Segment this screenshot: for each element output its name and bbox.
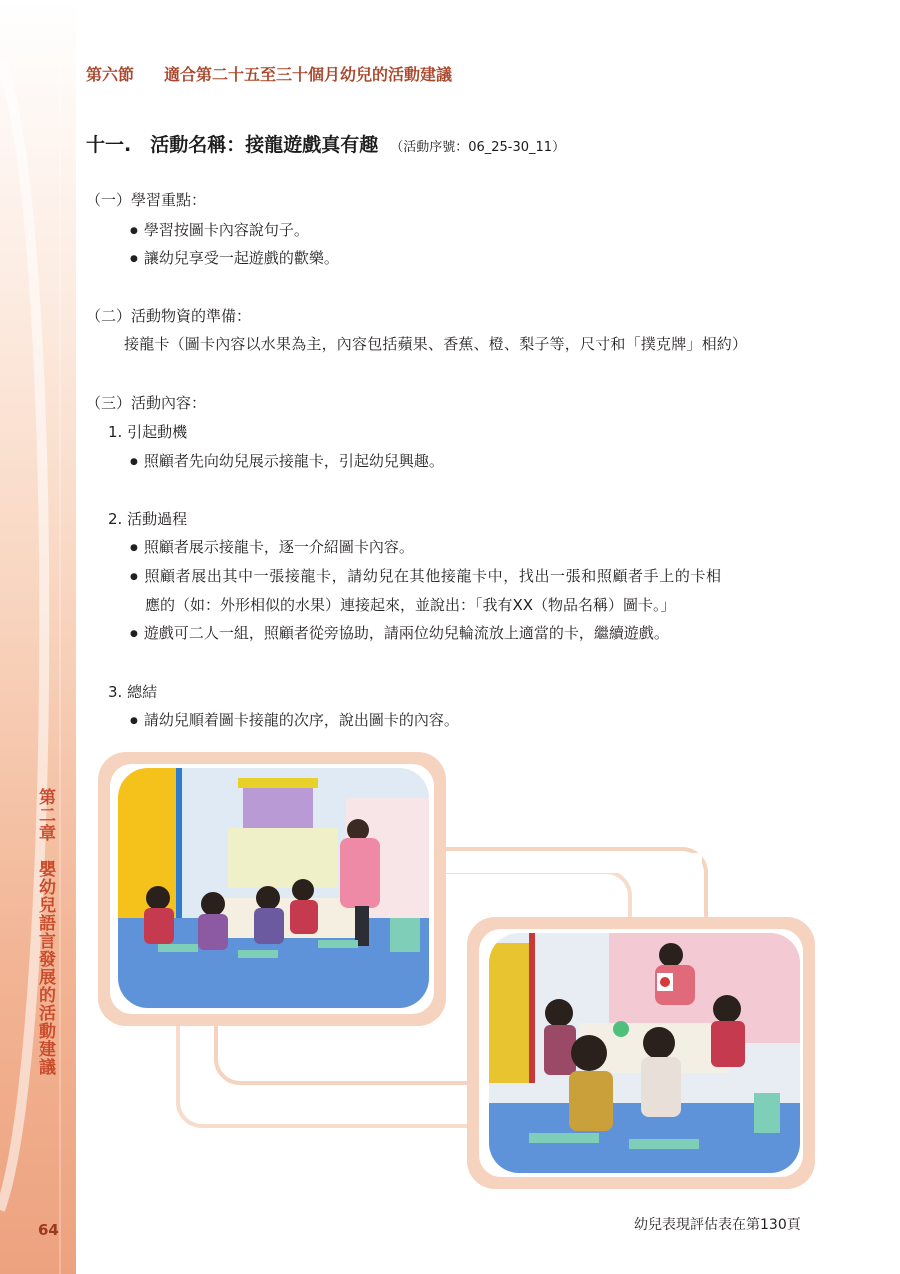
- activity-code: （活動序號：06_25-30_11）: [390, 140, 566, 155]
- step-title: 2. 活動過程: [108, 510, 188, 528]
- step-point: ● 照顧者先向幼兒展示接龍卡，引起幼兒興趣。: [130, 450, 444, 471]
- learning-point: ● 讓幼兒享受一起遊戲的歡樂。: [130, 247, 339, 268]
- assessment-note: 幼兒表現評估表在第130頁: [634, 1217, 801, 1233]
- activity-title-line: [86, 130, 565, 157]
- content-heading: （三）活動內容：: [86, 394, 207, 412]
- materials-heading: （二）活動物資的準備：: [86, 307, 252, 325]
- classroom-photo: [489, 933, 800, 1173]
- section-title: 適合第二十五至三十個月幼兒的活動建議: [164, 65, 453, 84]
- step-point: ● 遊戲可二人一組，照顧者從旁協助，請兩位幼兒輪流放上適當的卡，繼續遊戲。: [130, 622, 669, 643]
- section-header: [86, 62, 452, 85]
- step-title: 3. 總結: [108, 683, 158, 701]
- materials-text: 接龍卡（圖卡內容以水果為主，內容包括蘋果、香蕉、橙、梨子等，尺寸和「撲克牌」相約）: [124, 335, 748, 353]
- step-point: ● 照顧者展出其中一張接龍卡，請幼兒在其他接龍卡中，找出一張和照顧者手上的卡相: [130, 565, 722, 586]
- step-point: ● 請幼兒順着圖卡接龍的次序，說出圖卡的內容。: [130, 709, 459, 730]
- side-band-curve: [0, 0, 90, 1274]
- learning-point: ● 學習按圖卡內容說句子。: [130, 219, 309, 240]
- classroom-photo: [118, 768, 429, 1008]
- step-point-continued: 應的（如：外形相似的水果）連接起來，並說出：「我有XX（物品名稱）圖卡。」: [145, 596, 676, 614]
- section-number: 第六節: [86, 65, 135, 84]
- photo-frame: [98, 752, 446, 1026]
- activity-photo-2: [489, 933, 800, 1173]
- step-point: ● 照顧者展示接龍卡，逐一介紹圖卡內容。: [130, 536, 414, 557]
- photo-frame: [467, 917, 815, 1189]
- activity-title: 十一. 活動名稱：接龍遊戲真有趣: [86, 134, 379, 156]
- step-title: 1. 引起動機: [108, 423, 188, 441]
- page-number: 64: [38, 1221, 59, 1239]
- activity-photo-1: [118, 768, 429, 1008]
- chapter-label: 第二章 嬰幼兒語言發展的活動建議: [35, 788, 55, 1076]
- learning-heading: （一）學習重點：: [86, 191, 207, 209]
